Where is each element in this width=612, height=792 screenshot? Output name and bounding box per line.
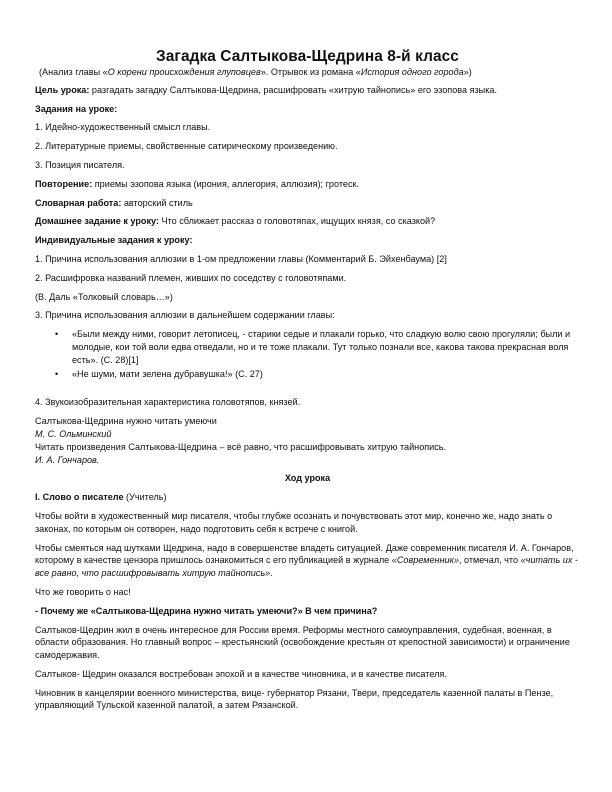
subtitle-novel: История одного города bbox=[360, 67, 464, 77]
document-subtitle bbox=[39, 66, 580, 79]
homework-label: Домашнее задание к уроку: bbox=[35, 216, 159, 227]
paragraph-1: Чтобы войти в художественный мир писателя, чтобы глубже осознать и почувствовать этот мир, конечно же, надо знать о законах, по которым он сотворен, надо подготовить себя к встрече с книгой. bbox=[35, 510, 553, 534]
question-text: - Почему же «Салтыкова-Щедрина нужно читать умеючи?» В чем причина? bbox=[35, 605, 378, 616]
task-item: 3. Позиция писателя. bbox=[35, 159, 125, 170]
course-heading-text: Ход урока bbox=[284, 473, 331, 484]
epigraph-author-2-text: И. А. Гончаров. bbox=[35, 454, 100, 465]
epigraph-quote-1: Салтыкова-Щедрина нужно читать умеючи bbox=[35, 416, 217, 427]
epigraph-quote-2: Читать произведения Салтыкова-Щедрина – всё равно, что расшифровывать хитрую тайнопись. bbox=[35, 441, 447, 452]
paragraph-6: Чиновник в канцелярии военного министерства, вице- губернатор Рязани, Твери, председатель казенной палаты в Пензе, управляющий Тульской казенной палатой, а затем Рязанской. bbox=[35, 687, 554, 711]
individual-item-1: 1. Причина использования аллюзии в 1-ом предложении главы (Комментарий Б. Эйхенбаума) [2] bbox=[35, 253, 447, 264]
quote-list-item: • «Были между ними, говорит летописец, - старики седые и плакали горько, что сладкую волю свою прогуляли; были и молодые, кои той воли едва отведали, но и те тоже плакали. Тут только познали все, какова такова прекрасная воля есть». (С. 28)[1] bbox=[72, 328, 580, 366]
individual-label: Индивидуальные задания к уроку: bbox=[35, 235, 193, 246]
vocab-text: авторский стиль bbox=[121, 197, 193, 208]
subtitle-open: (Анализ главы « bbox=[39, 67, 108, 77]
vocab-line bbox=[35, 197, 580, 210]
subtitle-mid: ». Отрывок из романа « bbox=[260, 67, 361, 77]
epigraph-author-1 bbox=[35, 428, 580, 441]
vocab-label: Словарная работа: bbox=[35, 197, 122, 208]
paragraph-2-part-c: . bbox=[270, 568, 273, 579]
epigraph-author-1-text: М. С. Ольминский bbox=[35, 428, 112, 439]
section-heading bbox=[35, 491, 580, 504]
homework-line bbox=[35, 215, 580, 228]
paragraph-5: Салтыков- Щедрин оказался востребован эпохой и в качестве чиновника, и в качестве писателя. bbox=[35, 668, 447, 679]
section-label: I. Слово о писателе bbox=[35, 492, 124, 503]
review-line bbox=[35, 178, 580, 191]
question-line bbox=[35, 605, 580, 618]
individual-heading bbox=[35, 234, 580, 247]
individual-item-2-note: (В. Даль «Толковый словарь…») bbox=[35, 291, 173, 302]
homework-text: Что сближает рассказ о головотяпах, ищущих князя, со сказкой? bbox=[159, 216, 436, 227]
document-page bbox=[35, 48, 580, 718]
paragraph-4: Салтыков-Щедрин жил в очень интересное для России время. Реформы местного самоуправления, судебная, военная, в области образования. Но главный вопрос – крестьянский (освобождение крестьян от крепостной зависимости) и ограничение самодержавия. bbox=[35, 624, 570, 661]
document-title: Загадка Салтыкова-Щедрина 8-й класс bbox=[156, 48, 459, 65]
quote-list-item: • «Не шуми, мати зелена дубравушка!» (С. 27) bbox=[72, 368, 580, 381]
paragraph-2 bbox=[35, 542, 580, 580]
epigraph-author-2 bbox=[35, 454, 580, 467]
paragraph-2-part-b: , отмечал, что bbox=[458, 555, 521, 566]
goal-label: Цель урока: bbox=[35, 84, 90, 95]
goncharov-quote: «читать их - все равно, что расшифровывать хитрую тайнопись» bbox=[35, 555, 578, 579]
paragraph-2-part-a: Чтобы смеяться над шутками Щедрина, надо в совершенстве владеть ситуацией. Даже современник писателя И. А. Гончаров, которому в качестве цензора пришлось ознакомиться с его публикацией в журнале bbox=[35, 542, 574, 566]
individual-item-3: 3. Причина использования аллюзии в дальнейшем содержании главы: bbox=[35, 310, 335, 321]
subtitle-chapter: О корени происхождения глуповцев bbox=[107, 67, 261, 77]
individual-item-4: 4. Звукоизобразительная характеристика головотяпов, князей. bbox=[35, 397, 301, 408]
journal-name: «Современник» bbox=[391, 555, 459, 566]
tasks-heading bbox=[35, 103, 580, 116]
course-heading bbox=[35, 472, 580, 485]
subtitle-close: ») bbox=[463, 67, 472, 77]
review-label: Повторение: bbox=[35, 178, 93, 189]
quote-list bbox=[35, 328, 580, 380]
tasks-label: Задания на уроке: bbox=[35, 103, 118, 114]
task-item: 1. Идейно-художественный смысл главы. bbox=[35, 122, 211, 133]
individual-item-2: 2. Расшифровка названий племен, живших по соседству с головотяпами. bbox=[35, 272, 347, 283]
paragraph-3: Что же говорить о нас! bbox=[35, 586, 131, 597]
lesson-goal bbox=[35, 84, 580, 97]
review-text: приемы эзопова языка (ирония, аллегория, аллюзия); гротеск. bbox=[92, 178, 360, 189]
section-note: (Учитель) bbox=[123, 492, 167, 503]
task-item: 2. Литературные приемы, свойственные сатирическому произведению. bbox=[35, 141, 338, 152]
goal-text: разгадать загадку Салтыкова-Щедрина, расшифровать «хитрую тайнопись» его эзопова языка. bbox=[89, 84, 497, 95]
